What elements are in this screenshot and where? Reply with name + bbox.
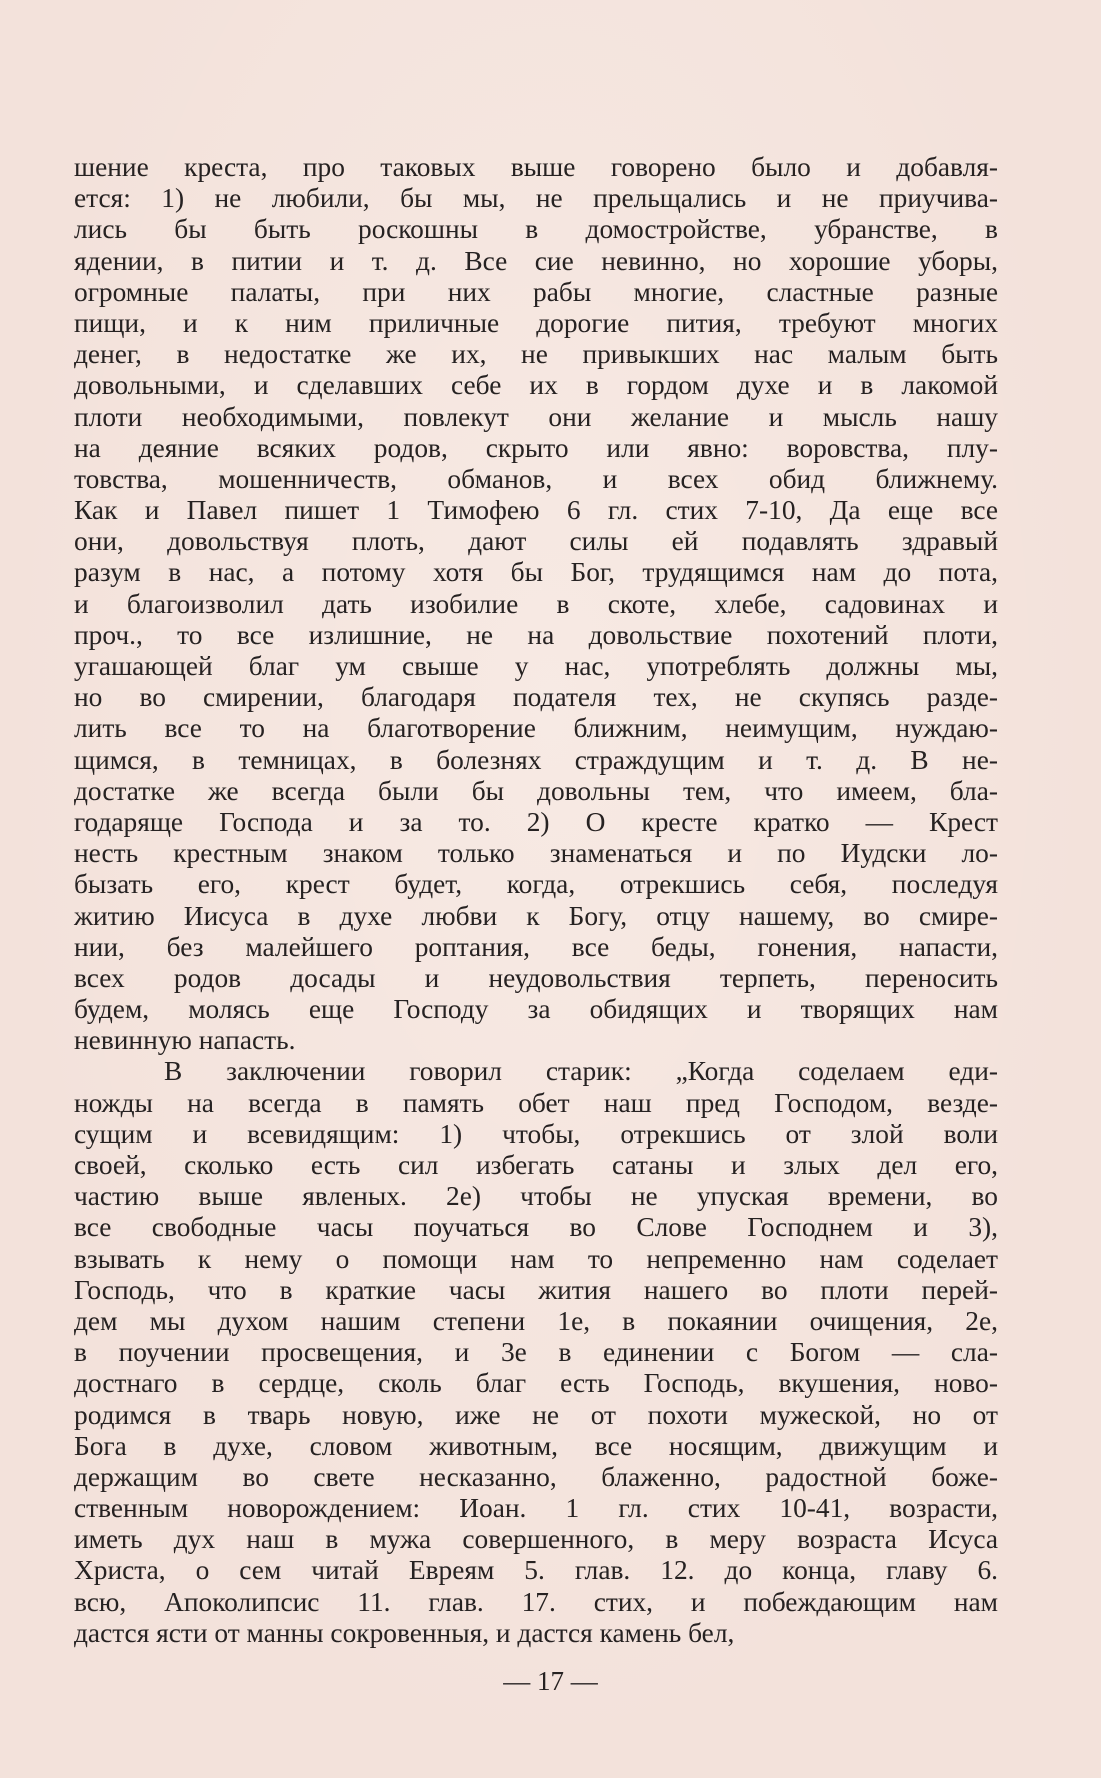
text-line: годаряще Господа и за то. 2) О кресте кратко — Крест [74, 806, 998, 837]
paragraph [74, 152, 998, 1056]
text-line: денег, в недостатке же их, не привыкших нас малым быть [74, 339, 998, 370]
text-line: Как и Павел пишет 1 Тимофею 6 гл. стих 7-10, Да еще все [74, 495, 998, 526]
text-line: угашающей благ ум свыше у нас, употреблять должны мы, [74, 651, 998, 681]
text-line: сущим и всевидящим: 1) чтобы, отрекшись от злой воли [74, 1118, 998, 1149]
text-line: будем, молясь еще Господу за обидящих и творящих нам [74, 994, 998, 1025]
text-line: ется: 1) не любили, бы мы, не прельщались и не приучива- [74, 183, 998, 214]
text-line: достатке же всегда были бы довольны тем, что имеем, бла- [74, 775, 998, 806]
text-line: достнаго в сердце, сколь благ есть Господь, вкушения, ново- [74, 1368, 998, 1399]
text-line: дем мы духом нашим степени 1е, в покаянии очищения, 2е, [74, 1305, 998, 1336]
text-line: огромные палаты, при них рабы многие, сластные разные [74, 276, 998, 307]
text-line: товства, мошенничеств, обманов, и всех обид ближнему. [74, 463, 998, 494]
text-line: они, довольствуя плоть, дают силы ей подавлять здравый [74, 526, 998, 557]
text-line: довольными, и сделавших себе их в гордом духе и в лакомой [74, 370, 998, 401]
text-line: плоти необходимыми, повлекут они желание и мысль нашу [74, 401, 998, 432]
text-line: но во смирении, благодаря подателя тех, не скупясь разде- [74, 682, 998, 713]
body-text [74, 152, 998, 1649]
text-line: Христа, о сем читай Евреям 5. глав. 12. до конца, главу 6. [74, 1555, 998, 1586]
text-line: своей, сколько есть сил избегать сатаны и злых дел его, [74, 1150, 998, 1180]
text-line: пищи, и к ним приличные дорогие пития, требуют многих [74, 307, 998, 338]
text-line: всю, Апоколипсис 11. глав. 17. стих, и побеждающим нам [74, 1586, 998, 1617]
text-line: ственным новорождением: Иоан. 1 гл. стих 10-41, возрасти, [74, 1493, 998, 1524]
text-line: на деяние всяких родов, скрыто или явно: воровства, плу- [74, 432, 998, 463]
text-line: держащим во свете несказанно, блаженно, радостной боже- [74, 1461, 998, 1492]
text-line: в поучении просвещения, и 3е в единении с Богом — сла- [74, 1337, 998, 1368]
text-line: родимся в тварь новую, иже не от похоти мужеской, но от [74, 1399, 998, 1430]
page-number: — 17 — [503, 1666, 598, 1696]
text-line: Бога в духе, словом животным, все носящим, движущим и [74, 1430, 998, 1461]
text-line: дастся ясти от манны сокровенныя, и дастся камень бел, [74, 1617, 735, 1648]
text-line: разум в нас, а потому хотя бы Бог, трудящимся нам до пота, [74, 557, 998, 588]
text-line: невинную напасть. [74, 1025, 296, 1056]
text-line: взывать к нему о помощи нам то непременно нам соделает [74, 1243, 998, 1274]
text-line: иметь дух наш в мужа совершенного, в меру возраста Исуса [74, 1524, 998, 1555]
text-line: щимся, в темницах, в болезнях страждущим и т. д. В не- [74, 744, 998, 775]
paragraph [74, 1056, 998, 1649]
text-line: все свободные часы поучаться во Слове Господнем и 3), [74, 1212, 998, 1243]
text-line: В заключении говорил старик: „Когда соделаем еди- [164, 1056, 998, 1087]
text-line: шение креста, про таковых выше говорено было и добавля- [74, 152, 998, 182]
text-line: и благоизволил дать изобилие в скоте, хлебе, садовинах и [74, 588, 998, 619]
text-line: лить все то на благотворение ближним, неимущим, нуждаю- [74, 713, 998, 744]
text-line: лись бы быть роскошны в домостройстве, убранстве, в [74, 214, 998, 245]
text-line: частию выше явленых. 2е) чтобы не упуская времени, во [74, 1181, 998, 1212]
text-line: проч., то все излишние, не на довольствие похотений плоти, [74, 619, 998, 650]
text-line: ядении, в питии и т. д. Все сие невинно, но хорошие уборы, [74, 245, 998, 276]
text-line: всех родов досады и неудовольствия терпеть, переносить [74, 962, 998, 993]
text-line: Господь, что в краткие часы жития нашего во плоти перей- [74, 1274, 998, 1305]
text-line: несть крестным знаком только знаменаться и по Иудски ло- [74, 838, 998, 869]
text-line: нии, без малейшего роптания, все беды, гонения, напасти, [74, 931, 998, 962]
text-line: бызать его, крест будет, когда, отрекшись себя, последуя [74, 869, 998, 900]
text-line: ножды на всегда в память обет наш пред Господом, везде- [74, 1087, 998, 1118]
text-line: житию Иисуса в духе любви к Богу, отцу нашему, во смире- [74, 900, 998, 931]
